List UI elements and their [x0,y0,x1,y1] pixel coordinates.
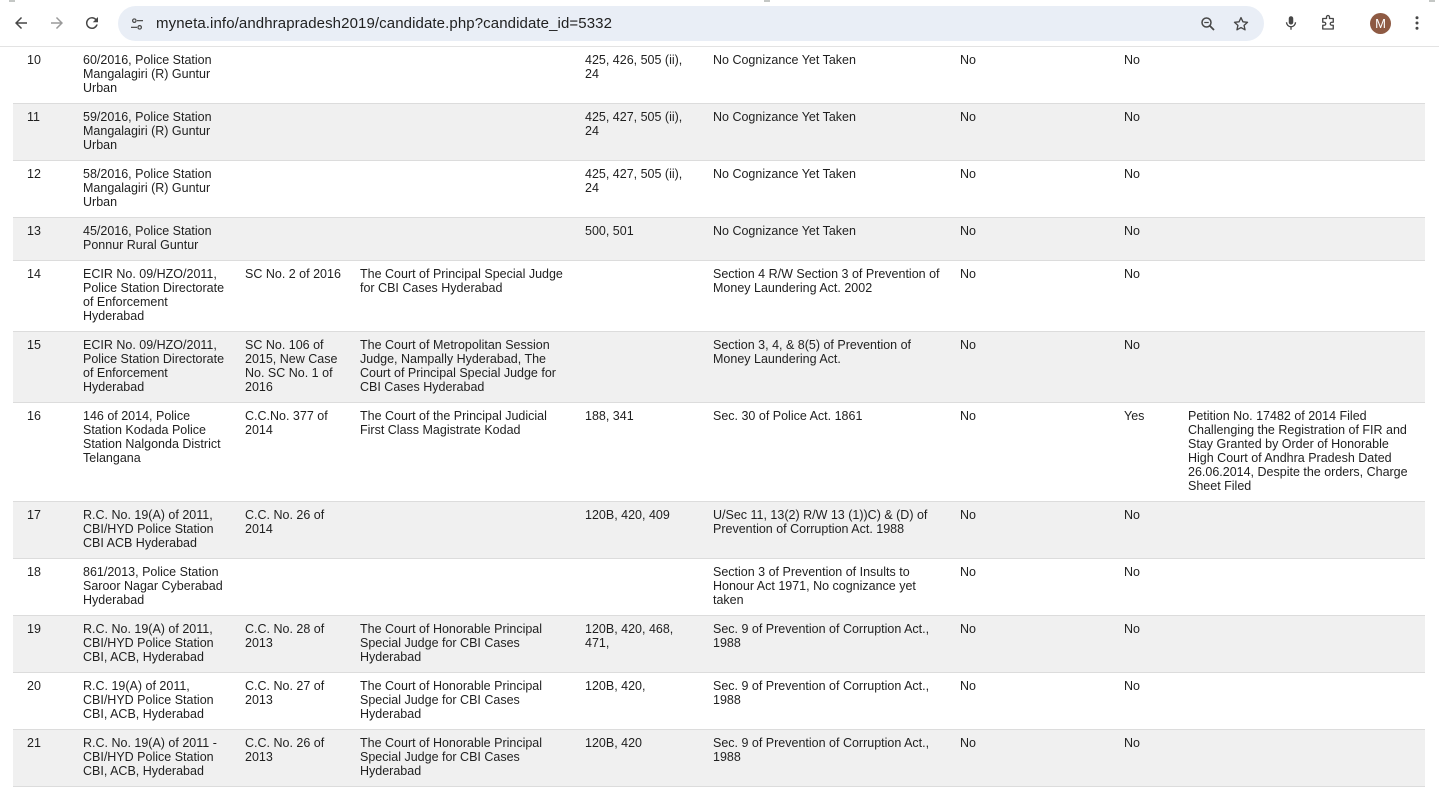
serial-number-cell: 11 [13,104,75,161]
criminal-cases-table [13,47,1425,787]
serial-number-cell: 21 [13,730,75,787]
table-row [13,616,1425,673]
ipc-sections-cell: 120B, 420, 468, 471, [577,616,705,673]
convicted-cell: No [1116,218,1180,261]
address-bar[interactable] [118,6,1264,41]
court-cell [352,559,577,616]
fir-cell: R.C. No. 19(A) of 2011 - CBI/HYD Police Station CBI, ACB, Hyderabad [75,730,237,787]
court-cell [352,47,577,104]
other-sections-cell: Sec. 30 of Police Act. 1861 [705,403,952,502]
serial-number-cell: 14 [13,261,75,332]
case-number-cell [237,161,352,218]
browser-toolbar [0,0,1439,47]
table-row [13,502,1425,559]
serial-number-cell: 19 [13,616,75,673]
other-sections-cell: Sec. 9 of Prevention of Corruption Act., 1988 [705,616,952,673]
case-number-cell: C.C. No. 26 of 2013 [237,730,352,787]
case-number-cell: C.C. No. 28 of 2013 [237,616,352,673]
fir-cell: R.C. No. 19(A) of 2011, CBI/HYD Police Station CBI ACB Hyderabad [75,502,237,559]
other-sections-cell: No Cognizance Yet Taken [705,104,952,161]
tab-strip-edge [1429,0,1435,2]
charges-framed-cell: No [952,502,1116,559]
table-row [13,261,1425,332]
court-cell [352,218,577,261]
charges-framed-cell: No [952,47,1116,104]
convicted-cell: Yes [1116,403,1180,502]
star-icon [1232,15,1250,33]
serial-number-cell: 15 [13,332,75,403]
forward-button[interactable] [43,9,71,37]
convicted-cell: No [1116,104,1180,161]
bookmark-button[interactable] [1230,13,1252,35]
arrow-right-icon [48,14,66,32]
case-number-cell: SC No. 106 of 2015, New Case No. SC No. 1 of 2016 [237,332,352,403]
case-number-cell: C.C.No. 377 of 2014 [237,403,352,502]
ipc-sections-cell [577,332,705,403]
charges-framed-cell: No [952,332,1116,403]
voice-search-button[interactable] [1279,11,1303,35]
fir-cell: 58/2016, Police Station Mangalagiri (R) Guntur Urban [75,161,237,218]
fir-cell: R.C. No. 19(A) of 2011, CBI/HYD Police Station CBI, ACB, Hyderabad [75,616,237,673]
other-sections-cell: Section 4 R/W Section 3 of Prevention of Money Laundering Act. 2002 [705,261,952,332]
other-sections-cell: No Cognizance Yet Taken [705,47,952,104]
charges-framed-cell: No [952,104,1116,161]
extensions-button[interactable] [1316,11,1340,35]
court-cell: The Court of Metropolitan Session Judge, Nampally Hyderabad, The Court of Principal Special Judge for CBI Cases Hyderabad [352,332,577,403]
convicted-cell: No [1116,502,1180,559]
appeal-details-cell [1180,218,1425,261]
appeal-details-cell [1180,161,1425,218]
court-cell: The Court of Principal Special Judge for CBI Cases Hyderabad [352,261,577,332]
other-sections-cell: Section 3, 4, & 8(5) of Prevention of Money Laundering Act. [705,332,952,403]
case-number-cell [237,47,352,104]
table-row [13,673,1425,730]
charges-framed-cell: No [952,673,1116,730]
table-row [13,403,1425,502]
arrow-left-icon [12,14,30,32]
other-sections-cell: Sec. 9 of Prevention of Corruption Act., 1988 [705,730,952,787]
ipc-sections-cell: 120B, 420, [577,673,705,730]
charges-framed-cell: No [952,161,1116,218]
tab-strip-edge [9,0,15,2]
fir-cell: 45/2016, Police Station Ponnur Rural Guntur [75,218,237,261]
serial-number-cell: 17 [13,502,75,559]
case-number-cell: SC No. 2 of 2016 [237,261,352,332]
fir-cell: 60/2016, Police Station Mangalagiri (R) Guntur Urban [75,47,237,104]
ipc-sections-cell [577,559,705,616]
appeal-details-cell [1180,673,1425,730]
reload-button[interactable] [78,9,106,37]
serial-number-cell: 12 [13,161,75,218]
court-cell: The Court of the Principal Judicial First Class Magistrate Kodad [352,403,577,502]
other-sections-cell: No Cognizance Yet Taken [705,161,952,218]
court-cell [352,502,577,559]
court-cell: The Court of Honorable Principal Special Judge for CBI Cases Hyderabad [352,730,577,787]
reload-icon [83,14,101,32]
appeal-details-cell: Petition No. 17482 of 2014 Filed Challenging the Registration of FIR and Stay Granted by Order of Honorable High Court of Andhra Pradesh Dated 26.06.2014, Despite the orders, Charge Sheet Filed [1180,403,1425,502]
appeal-details-cell [1180,559,1425,616]
fir-cell: R.C. 19(A) of 2011, CBI/HYD Police Station CBI, ACB, Hyderabad [75,673,237,730]
back-button[interactable] [7,9,35,37]
serial-number-cell: 20 [13,673,75,730]
other-sections-cell: Section 3 of Prevention of Insults to Honour Act 1971, No cognizance yet taken [705,559,952,616]
table-row [13,730,1425,787]
charges-framed-cell: No [952,559,1116,616]
case-number-cell: C.C. No. 26 of 2014 [237,502,352,559]
table-row [13,332,1425,403]
appeal-details-cell [1180,502,1425,559]
convicted-cell: No [1116,730,1180,787]
ipc-sections-cell: 188, 341 [577,403,705,502]
table-row [13,104,1425,161]
tab-strip-edge [764,0,770,2]
charges-framed-cell: No [952,261,1116,332]
ipc-sections-cell: 500, 501 [577,218,705,261]
ipc-sections-cell: 120B, 420, 409 [577,502,705,559]
case-number-cell [237,218,352,261]
charges-framed-cell: No [952,403,1116,502]
tune-icon [129,16,145,32]
court-cell [352,161,577,218]
convicted-cell: No [1116,616,1180,673]
appeal-details-cell [1180,730,1425,787]
fir-cell: ECIR No. 09/HZO/2011, Police Station Directorate of Enforcement Hyderabad [75,332,237,403]
case-number-cell [237,559,352,616]
convicted-cell: No [1116,161,1180,218]
ipc-sections-cell: 425, 427, 505 (ii), 24 [577,104,705,161]
magnifier-icon [1199,15,1217,33]
other-sections-cell: No Cognizance Yet Taken [705,218,952,261]
appeal-details-cell [1180,47,1425,104]
case-number-cell: C.C. No. 27 of 2013 [237,673,352,730]
convicted-cell: No [1116,261,1180,332]
fir-cell: 146 of 2014, Police Station Kodada Police Station Nalgonda District Telangana [75,403,237,502]
convicted-cell: No [1116,673,1180,730]
puzzle-icon [1319,14,1337,32]
charges-framed-cell: No [952,616,1116,673]
criminal-cases-table-container [13,47,1425,787]
appeal-details-cell [1180,616,1425,673]
table-row [13,47,1425,104]
menu-button[interactable] [1405,11,1429,35]
url-text[interactable]: myneta.info/andhrapradesh2019/candidate.php?candidate_id=5332 [156,15,613,32]
case-number-cell [237,104,352,161]
zoom-button[interactable] [1197,13,1219,35]
table-row [13,161,1425,218]
ipc-sections-cell [577,261,705,332]
ipc-sections-cell: 120B, 420 [577,730,705,787]
court-cell: The Court of Honorable Principal Special Judge for CBI Cases Hyderabad [352,616,577,673]
serial-number-cell: 18 [13,559,75,616]
appeal-details-cell [1180,261,1425,332]
convicted-cell: No [1116,559,1180,616]
convicted-cell: No [1116,332,1180,403]
ipc-sections-cell: 425, 427, 505 (ii), 24 [577,161,705,218]
court-cell [352,104,577,161]
fir-cell: 861/2013, Police Station Saroor Nagar Cyberabad Hyderabad [75,559,237,616]
table-row [13,559,1425,616]
appeal-details-cell [1180,332,1425,403]
table-row [13,218,1425,261]
other-sections-cell: U/Sec 11, 13(2) R/W 13 (1))C) & (D) of Prevention of Corruption Act. 1988 [705,502,952,559]
court-cell: The Court of Honorable Principal Special Judge for CBI Cases Hyderabad [352,673,577,730]
appeal-details-cell [1180,104,1425,161]
fir-cell: ECIR No. 09/HZO/2011, Police Station Directorate of Enforcement Hyderabad [75,261,237,332]
serial-number-cell: 10 [13,47,75,104]
fir-cell: 59/2016, Police Station Mangalagiri (R) Guntur Urban [75,104,237,161]
site-info-button[interactable] [126,13,148,35]
charges-framed-cell: No [952,218,1116,261]
convicted-cell: No [1116,47,1180,104]
more-vert-icon [1408,14,1426,32]
microphone-icon [1282,14,1300,32]
serial-number-cell: 16 [13,403,75,502]
ipc-sections-cell: 425, 426, 505 (ii), 24 [577,47,705,104]
serial-number-cell: 13 [13,218,75,261]
charges-framed-cell: No [952,730,1116,787]
profile-avatar[interactable]: M [1370,13,1391,34]
other-sections-cell: Sec. 9 of Prevention of Corruption Act., 1988 [705,673,952,730]
